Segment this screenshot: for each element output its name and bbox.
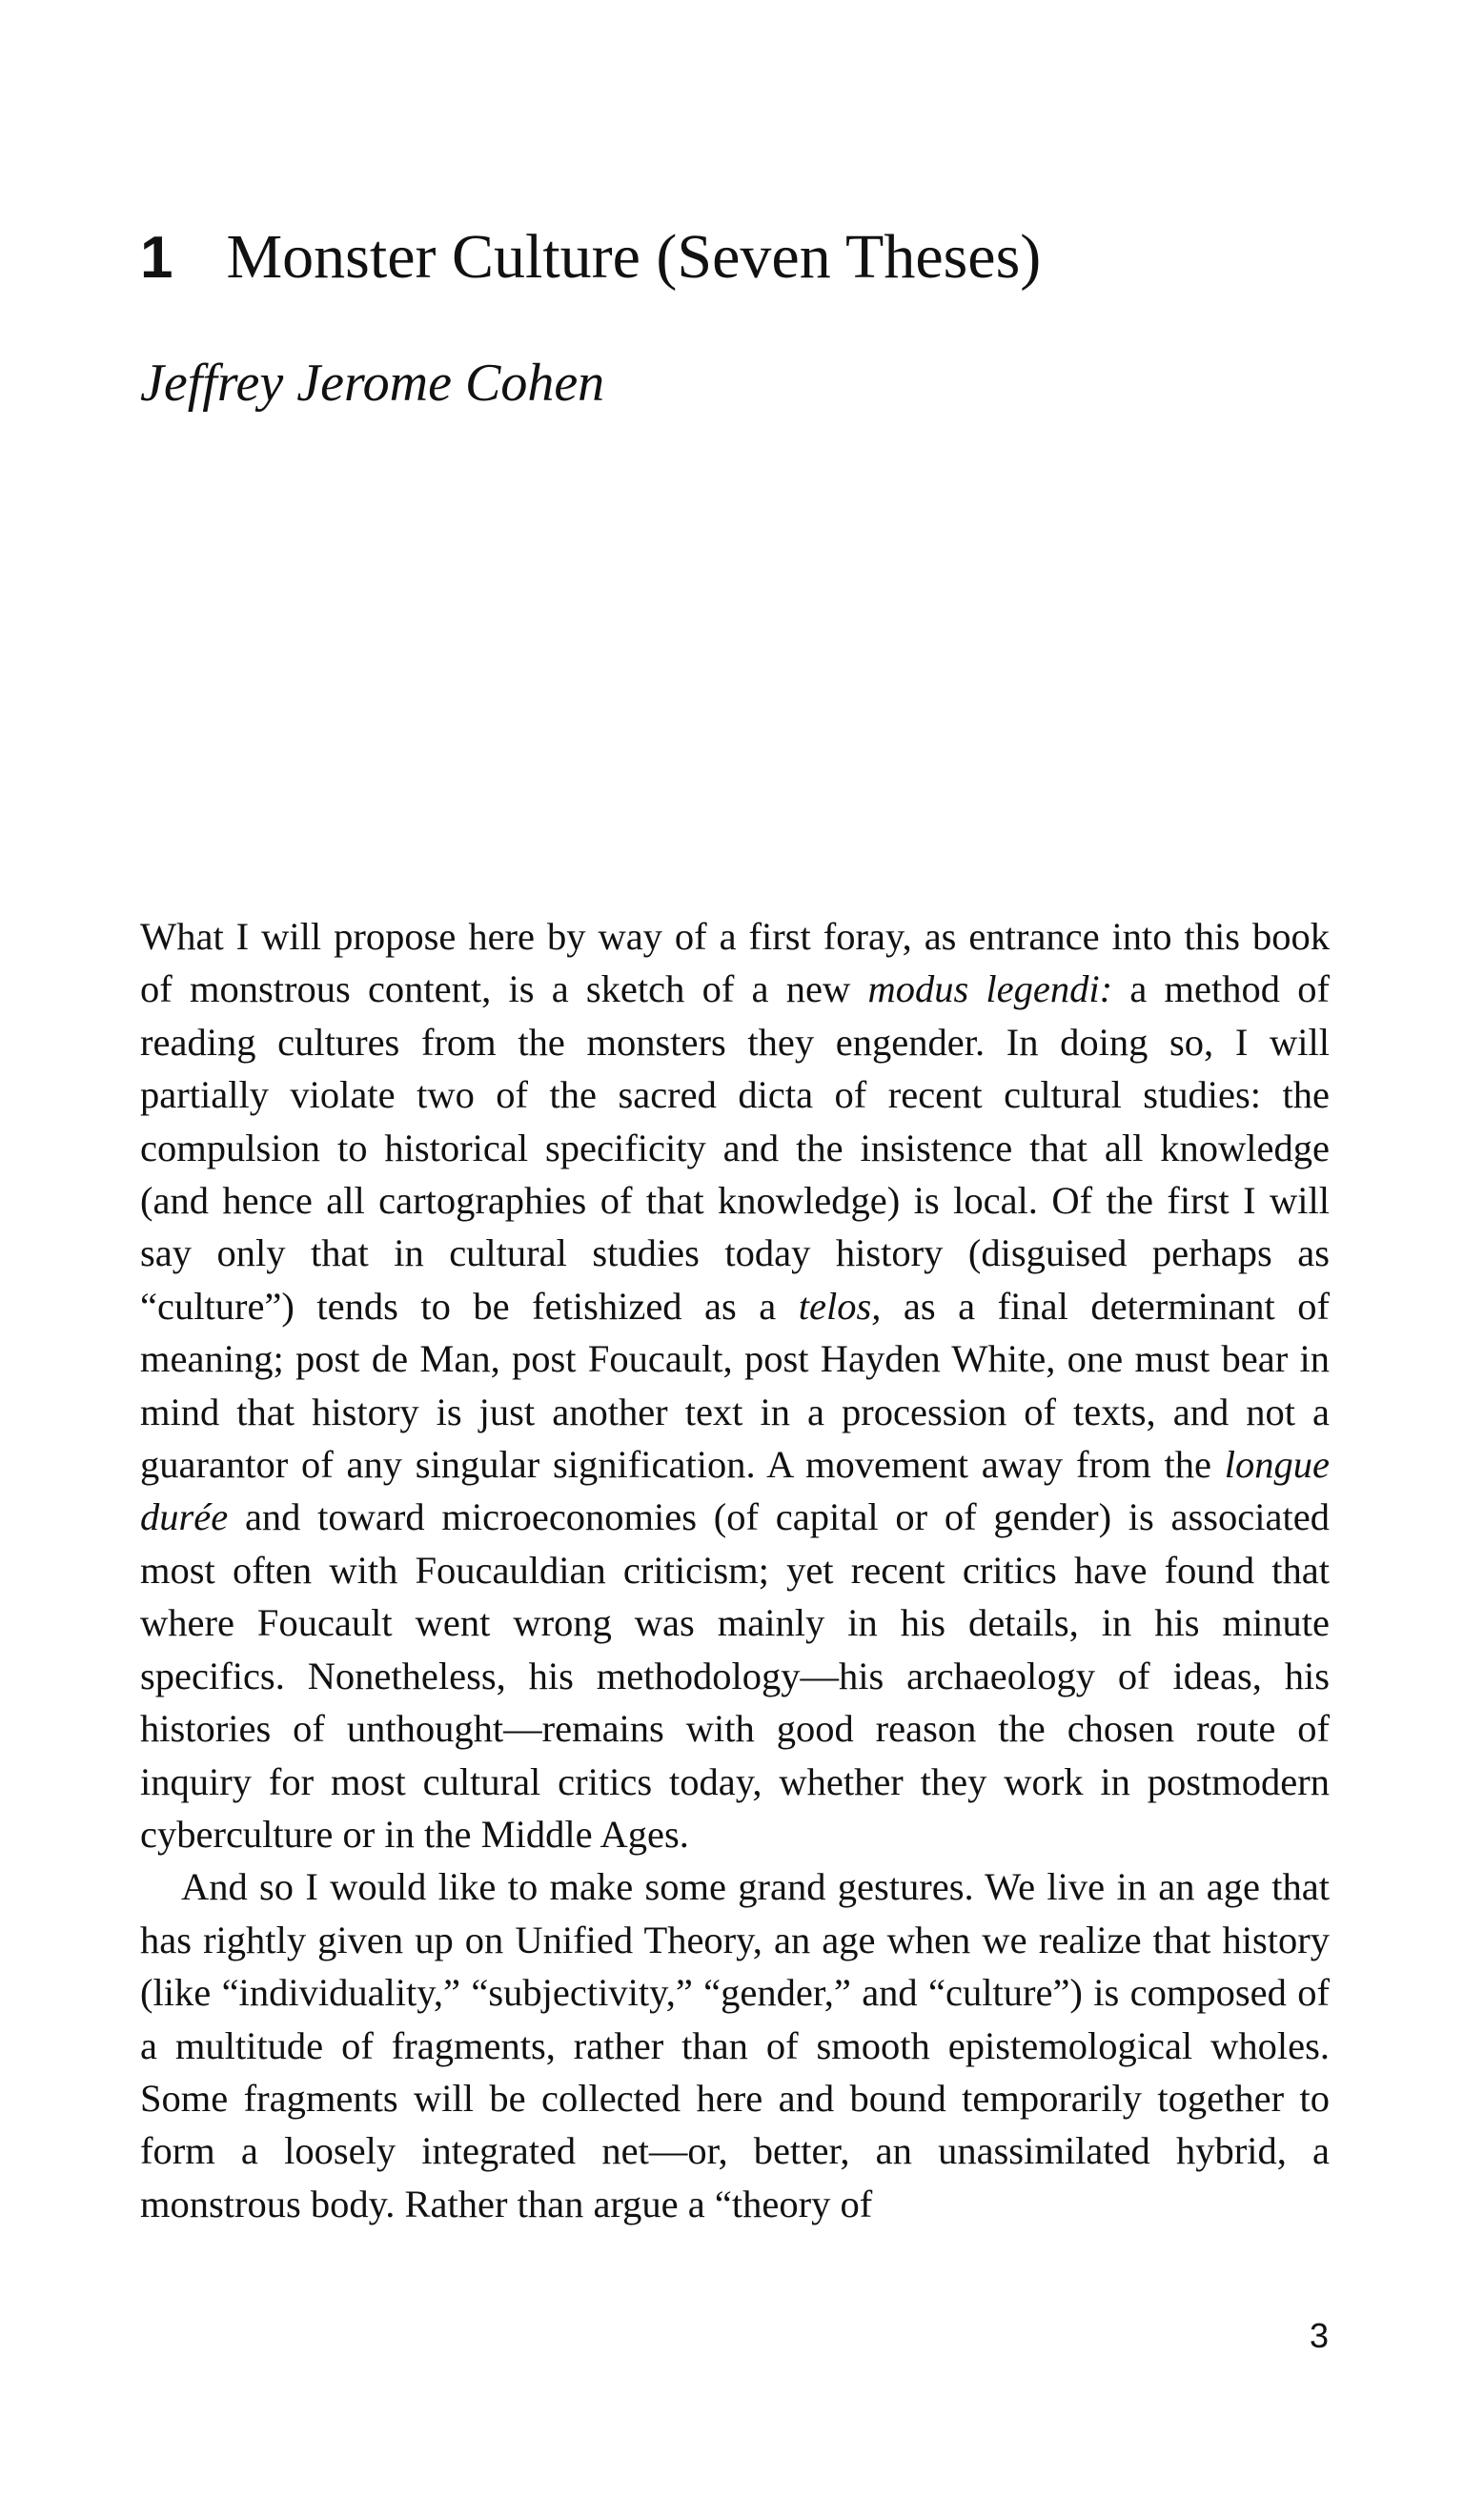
text-run: And so I would like to make some grand gestures. We live in an age that has rightly given up on Unified Theory, an age when we realize that history (like “individuality,” “subjectivity,” “gender,” and “culture”) is composed of a multitude of fragments, rather than of smooth epistemological wholes. Some fragments will be collected here and bound temporarily together to form a loosely integrated net—or, better, an unassimilated hybrid, a monstrous body. Rather than argue a “theory of	[140, 1865, 1330, 2225]
chapter-heading	[140, 221, 1332, 294]
text-run: and toward microeconomies (of capital or of gender) is associated most often with Foucauldian criticism; yet recent critics have found that where Foucault went wrong was mainly in his details, in his minute specifics. Nonetheless, his methodology—his archaeology of ideas, his histories of unthought—remains with good reason the chosen route of inquiry for most cultural critics today, whether they work in postmodern cyberculture or in the Middle Ages.	[140, 1495, 1330, 1856]
italic-phrase: telos,	[798, 1284, 882, 1328]
body-paragraph	[140, 1860, 1330, 2230]
italic-phrase: modus legendi:	[867, 967, 1113, 1011]
chapter-author: Jeffrey Jerome Cohen	[140, 354, 605, 413]
text-run: as a final determinant of meaning; post de Man, post Foucault, post Hayden White, one must bear in mind that history is just another text in a procession of texts, and not a guarantor of any singular signification. A movement away from the	[140, 1284, 1330, 1487]
text-run: a method of reading cultures from the monsters they engender. In doing so, I will partially violate two of the sacred dicta of recent cultural studies: the compulsion to historical specificity and the insistence that all knowledge (and hence all cartographies of that knowledge) is local. Of the first I will say only that in cultural studies today history (disguised perhaps as “culture”) tends to be fetishized as a	[140, 967, 1330, 1328]
body-text	[140, 910, 1330, 2230]
body-paragraph	[140, 910, 1330, 1860]
chapter-number: 1	[140, 225, 173, 291]
chapter-title: Monster Culture (Seven Theses)	[226, 222, 1042, 292]
text-run: What I will propose here by way of a first foray, as entrance into this book of monstrous content, is a sketch of a new	[140, 915, 1330, 1011]
page-number: 3	[1309, 2316, 1329, 2355]
italic-phrase: longue durée	[140, 1443, 1330, 1539]
